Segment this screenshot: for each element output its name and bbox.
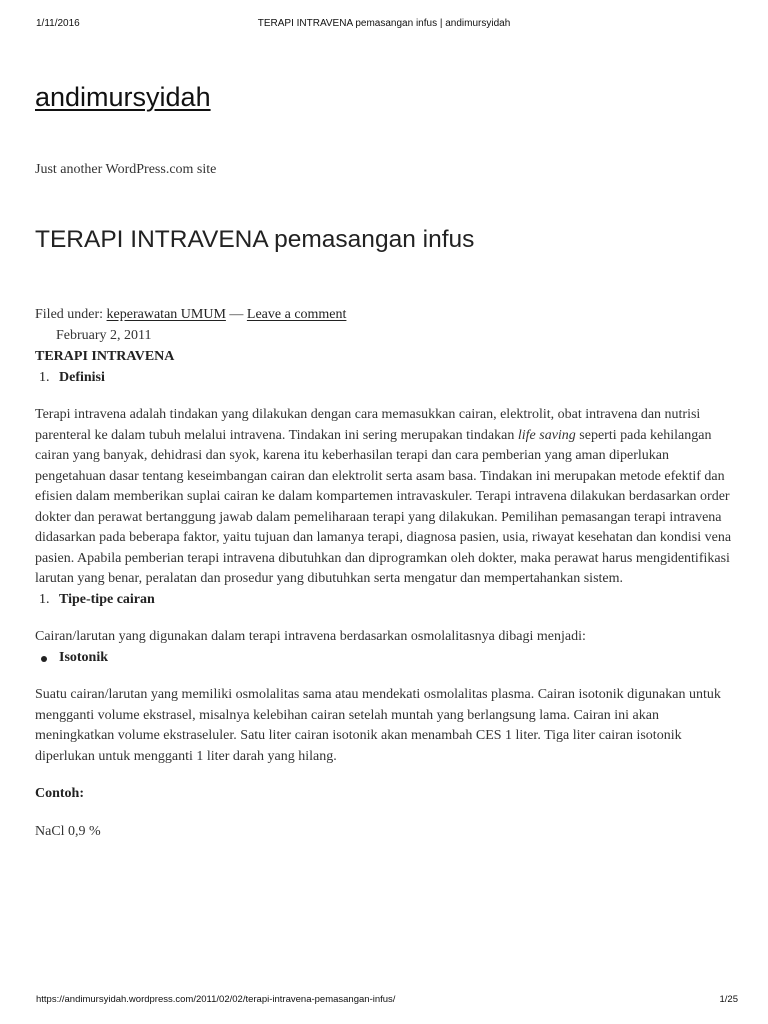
- post-date: February 2, 2011: [56, 328, 152, 343]
- print-header: [0, 18, 768, 34]
- leave-comment-link[interactable]: Leave a comment: [246, 307, 347, 322]
- post-meta: [35, 307, 346, 323]
- section-heading-text: Tipe-tipe cairan: [59, 591, 155, 607]
- example-label: Contoh:: [35, 786, 85, 801]
- isotonik-paragraph: Suatu cairan/larutan yang memiliki osmolalitas sama atau mendekati osmolalitas plasma. Cairan isotonik digunakan untuk mengganti volume ekstrasel, misalnya kelebihan cairan setelah muntah yang berlangsung lama. Cairan ini akan meningkatkan volume ekstraseluler. Satu liter cairan isotonik akan menambah CES 1 liter. Tiga liter cairan isotonik diperlukan untuk mengganti 1 liter darah yang hilang.: [35, 687, 721, 764]
- definisi-paragraph: Terapi intravena adalah tindakan yang dilakukan dengan cara memasukkan cairan, elektrolit, obat intravena dan nutrisi parenteral ke dalam tubuh melalui intravena. Tindakan ini sering merupakan tindakan life saving seperti pada kehilangan cairan yang banyak, dehidrasi dan syok, karena itu keberhasilan terapi dan cara pemberian yang aman diperlukan pengetahuan dasar tentang keseimbangan cairan dan elektrolit serta asam basa. Tindakan ini merupakan metode efektif dan efisien dalam memberikan suplai cairan ke dalam kompartemen intravaskuler. Terapi intravena dilakukan berdasarkan order dokter dan perawat bertanggung jawab dalam pemeliharaan terapi yang dilakukan. Pemilihan pemasangan terapi intravena didasarkan pada beberapa faktor, yaitu tujuan dan lamanya terapi, diagnosa pasien, usia, riwayat kesehatan dan kondisi vena pasien. Apabila pemberian terapi intravena dibutuhkan dan diprogramkan oleh dokter, maka perawat harus mengidentifikasi larutan yang benar, peralatan dan prosedur yang dibutuhkan serta mengatur dan mempertahankan sistem.: [35, 407, 732, 586]
- filed-under-label: Filed under:: [35, 307, 104, 322]
- bullet-icon: [41, 656, 47, 662]
- list-number: 1.: [39, 591, 50, 607]
- isotonik-heading: [35, 648, 735, 669]
- section-tipe-cairan-heading: [35, 590, 735, 611]
- section-definisi-heading: [35, 368, 735, 389]
- list-number: 1.: [39, 369, 50, 385]
- example-value: NaCl 0,9 %: [35, 823, 101, 839]
- tipe-cairan-intro: Cairan/larutan yang digunakan dalam terapi intravena berdasarkan osmolalitasnya dibagi menjadi:: [35, 629, 586, 644]
- print-url: https://andimursyidah.wordpress.com/2011/02/02/terapi-intravena-pemasangan-infus/: [36, 994, 396, 1005]
- page-number: 1/25: [719, 994, 738, 1005]
- print-footer: [0, 994, 768, 1008]
- content-main-heading: TERAPI INTRAVENA: [35, 349, 175, 364]
- print-page-title: TERAPI INTRAVENA pemasangan infus | andimursyidah: [257, 18, 511, 29]
- site-tagline: Just another WordPress.com site: [35, 162, 217, 177]
- meta-separator: —: [229, 307, 244, 322]
- category-link[interactable]: keperawatan UMUM: [106, 307, 226, 322]
- bullet-heading-text: Isotonik: [59, 649, 109, 665]
- section-heading-text: Definisi: [59, 369, 105, 385]
- print-date: 1/11/2016: [36, 18, 80, 29]
- post-title: TERAPI INTRAVENA pemasangan infus: [35, 226, 475, 253]
- italic-term: life saving: [517, 427, 576, 443]
- site-title-link[interactable]: andimursyidah: [35, 82, 211, 112]
- post-content: [35, 347, 735, 842]
